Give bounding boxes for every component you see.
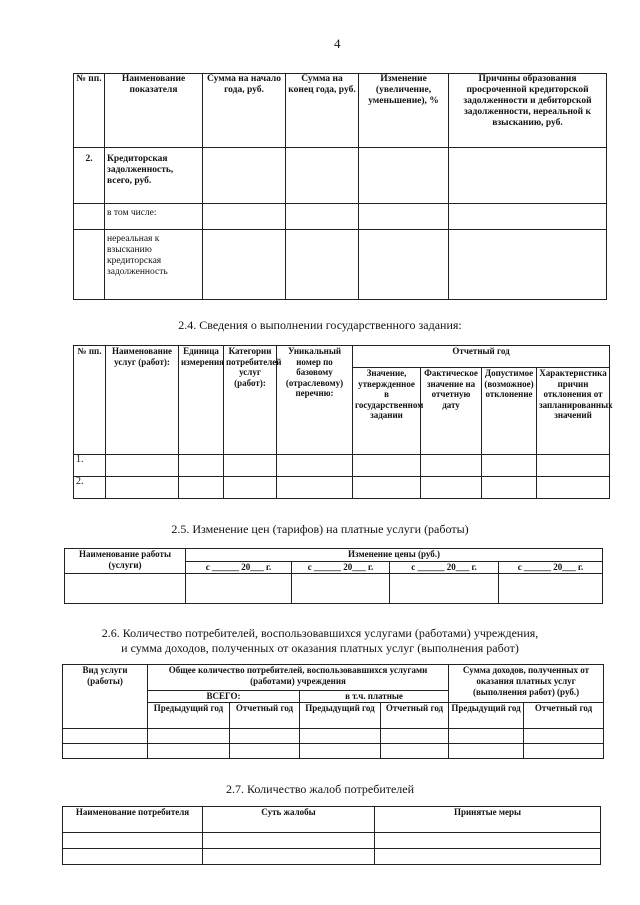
col-prev-1: Предыдущий год — [148, 703, 230, 729]
col-complaint: Суть жалобы — [203, 807, 375, 833]
payables-table — [73, 73, 607, 300]
col-num: № пп. — [74, 74, 105, 148]
section-2-7-title: 2.7. Количество жалоб потребителей — [225, 782, 415, 796]
col-change: Изменение (увеличение, уменьшение), % — [359, 74, 449, 148]
page-number: 4 — [334, 36, 341, 51]
col-start: Сумма на начало года, руб. — [203, 74, 286, 148]
section-2-6-title-1: 2.6. Количество потребителей, воспользовавшихся услугами (работами) учреждения, — [101, 626, 539, 640]
consumers-table — [62, 664, 604, 759]
col-curr-2: Отчетный год — [381, 703, 449, 729]
col-unit: Единица измерения — [179, 346, 224, 455]
section-2-5-title: 2.5. Изменение цен (тарифов) на платные услуги (работы) — [171, 522, 469, 536]
col-paid: в т.ч. платные — [300, 691, 449, 703]
col-name: Наименование показателя — [105, 74, 203, 148]
col-report-year: Отчетный год — [353, 346, 610, 368]
col-allowed: Допустимое (возможное) отклонение — [482, 368, 537, 455]
col-measures: Принятые меры — [375, 807, 601, 833]
row-including: в том числе: — [105, 204, 203, 230]
row-2: 2. — [74, 477, 106, 499]
state-task-table — [73, 345, 613, 499]
row-1: 1. — [74, 455, 106, 477]
col-actual: Фактическое значение на отчетную дату — [421, 368, 482, 455]
col-price-change: Изменение цены (руб.) — [186, 549, 603, 562]
col-prev-2: Предыдущий год — [300, 703, 381, 729]
section-2-4-title: 2.4. Сведения о выполнении государственного задания: — [178, 318, 462, 332]
complaints-table — [62, 806, 601, 865]
col-service-type: Вид услуги (работы) — [63, 665, 148, 729]
date-2: с ______ 20___ г. — [292, 562, 390, 574]
col-unique-number: Уникальный номер по базовому (отраслевому) перечню: — [277, 346, 353, 455]
col-curr-3: Отчетный год — [524, 703, 604, 729]
col-service: Наименование услуг (работ): — [106, 346, 179, 455]
col-income: Сумма доходов, полученных от оказания платных услуг (выполнения работ) (руб.) — [449, 665, 604, 703]
col-approved: Значение, утвержденное в государственном задании — [353, 368, 421, 455]
col-prev-3: Предыдущий год — [449, 703, 524, 729]
row-number: 2. — [74, 148, 105, 204]
col-category: Категории потребителей услуг (работ): — [224, 346, 277, 455]
row-payables: Кредиторская задолженность, всего, руб. — [105, 148, 203, 204]
row-unrealistic: нереальная к взысканию кредиторская задолженность — [105, 230, 203, 300]
col-consumer: Наименование потребителя — [63, 807, 203, 833]
col-end: Сумма на конец года, руб. — [286, 74, 359, 148]
col-work-name: Наименование работы (услуги) — [65, 549, 186, 574]
col-deviation-reason: Характеристика причин отклонения от запланированных значений — [537, 368, 610, 455]
date-1: с ______ 20___ г. — [186, 562, 292, 574]
col-reasons: Причины образования просроченной кредиторской задолженности и дебиторской задолженности, нереальной к взысканию, руб. — [449, 74, 607, 148]
price-change-table — [64, 548, 603, 604]
date-4: с ______ 20___ г. — [499, 562, 603, 574]
date-3: с ______ 20___ г. — [390, 562, 499, 574]
col-total: ВСЕГО: — [148, 691, 300, 703]
col-curr-1: Отчетный год — [230, 703, 300, 729]
section-2-6-title-2: и сумма доходов, полученных от оказания платных услуг (выполнения работ) — [121, 641, 519, 655]
col-total-consumers: Общее количество потребителей, воспользовавшихся услугами (работами) учреждения — [148, 665, 449, 691]
col-num: № пп. — [74, 346, 106, 455]
